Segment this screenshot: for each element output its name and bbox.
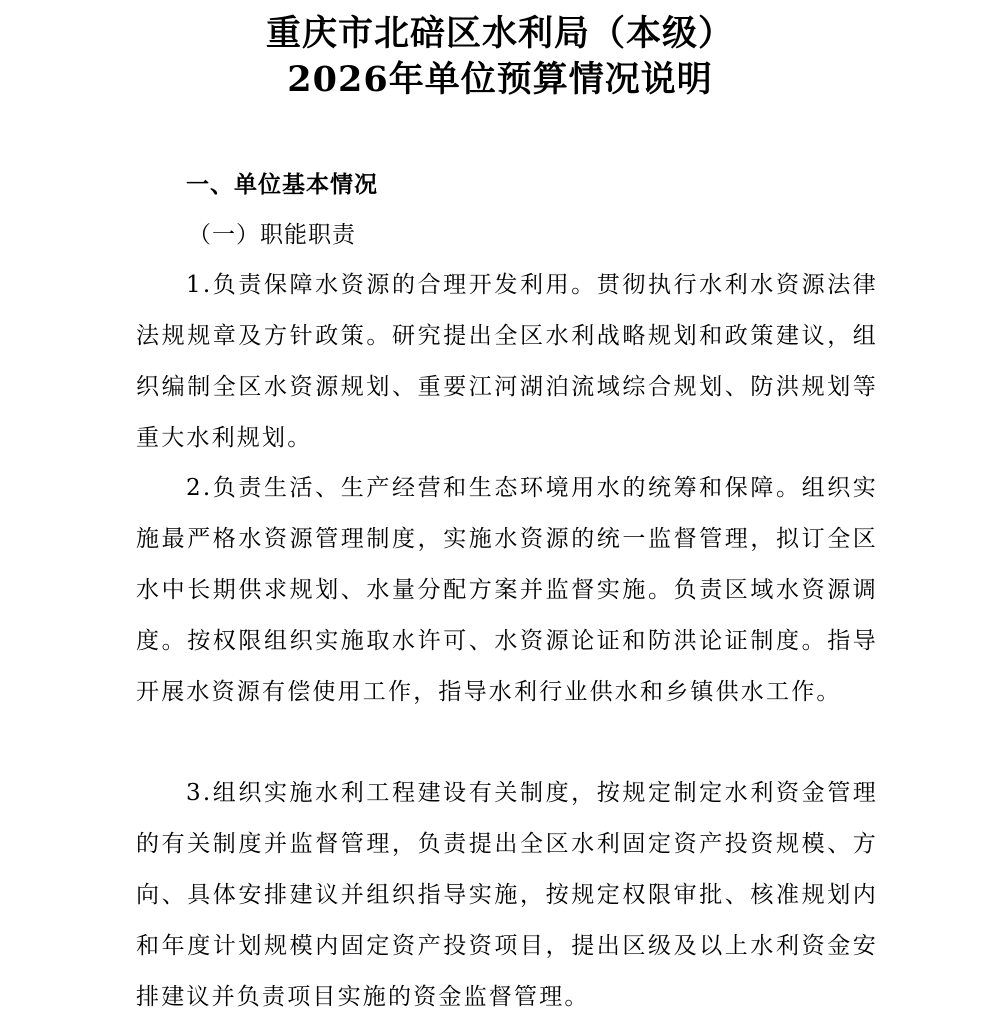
paragraph-1: 1.负责保障水资源的合理开发利用。贯彻执行水利水资源法律法规规章及方针政策。研究提出全区水利战略规划和政策建议，组织编制全区水资源规划、重要江河湖泊流域综合规划、防洪规划等重大水利规划。: [136, 272, 878, 451]
document-title-line2: 2026年单位预算情况说明: [287, 59, 713, 100]
subsection-heading: （一）职能职责: [188, 222, 356, 248]
section-heading: 一、单位基本情况: [186, 172, 378, 198]
paragraph-3: 3.组织实施水利工程建设有关制度，按规定制定水利资金管理的有关制度并监督管理，负责提出全区水利固定资产投资规模、方向、具体安排建议并组织指导实施，按规定权限审批、核准规划内和年度计划规模内固定资产投资项目，提出区级及以上水利资金安排建议并负责项目实施的资金监督管理。: [136, 780, 878, 1010]
paragraph-2: 2.负责生活、生产经营和生态环境用水的统筹和保障。组织实施最严格水资源管理制度，实施水资源的统一监督管理，拟订全区水中长期供求规划、水量分配方案并监督实施。负责区域水资源调度。按权限组织实施取水许可、水资源论证和防洪论证制度。指导开展水资源有偿使用工作，指导水利行业供水和乡镇供水工作。: [136, 475, 878, 705]
document-title-line1: 重庆市北碚区水利局（本级）: [265, 13, 734, 54]
